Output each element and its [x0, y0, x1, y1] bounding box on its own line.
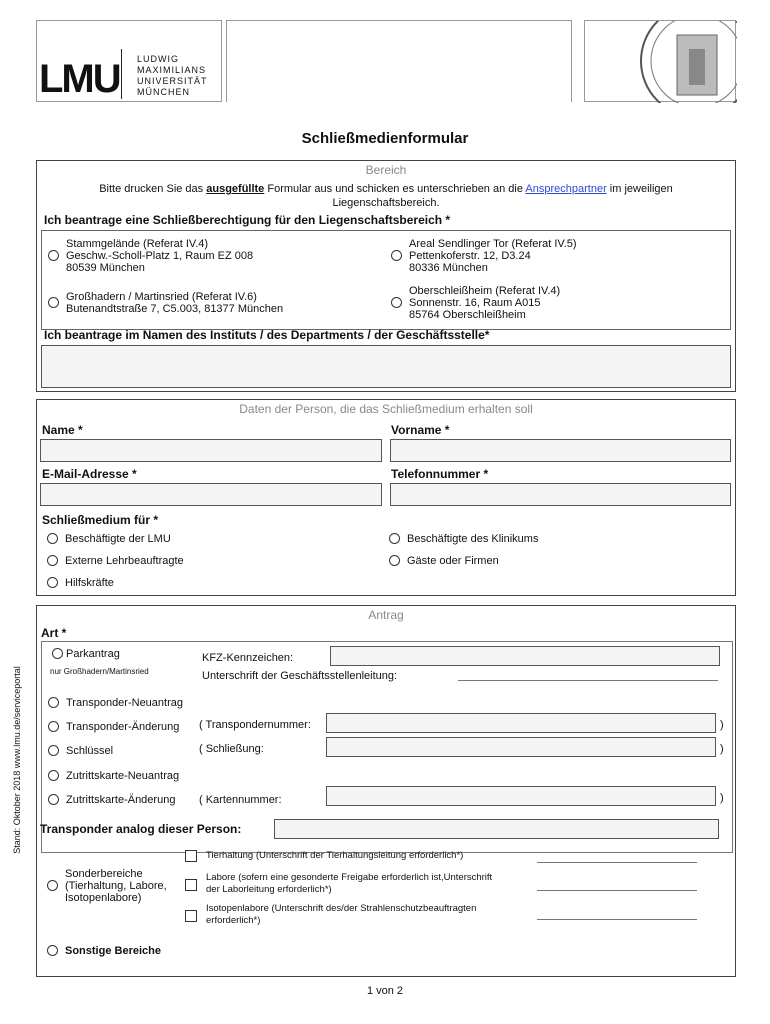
schliessung-label: ( Schließung: [199, 743, 264, 755]
antrag-section [36, 605, 736, 977]
lmu-wordmark: LMU [39, 57, 120, 101]
kartennummer-label: ( Kartennummer: [199, 794, 282, 806]
institute-label: Ich beantrage im Namen des Instituts / des Departments / der Geschäftsstelle* [44, 328, 490, 342]
email-label: E-Mail-Adresse * [42, 467, 137, 481]
analog-label: Transponder analog dieser Person: [40, 822, 242, 836]
check-tierhaltung[interactable] [185, 850, 197, 862]
seal-box [584, 20, 736, 102]
radio-schluessel[interactable] [48, 745, 59, 756]
isotopen-signature-line [537, 919, 697, 920]
option-gaeste-firmen: Gäste oder Firmen [407, 555, 499, 567]
option-beschaeftigte-lmu: Beschäftigte der LMU [65, 533, 171, 545]
bereich-intro: Bitte drucken Sie das ausgefüllte Formular aus und schicken es unterschrieben an die Ansprechpartner im jeweiligen Liegenschaftsbereich. [99, 183, 673, 209]
option-externe-lehrbeauftragte: Externe Lehrbeauftragte [65, 555, 184, 567]
labore-signature-line [537, 890, 697, 891]
option-sendlinger-tor: Areal Sendlinger Tor (Referat IV.5) Pettenkoferstr. 12, D3.24 80336 München [409, 238, 577, 274]
radio-oberschleissheim[interactable] [391, 297, 402, 308]
kfz-label: KFZ-Kennzeichen: [202, 652, 294, 664]
schluessel-label: Schlüssel [66, 745, 114, 757]
radio-grosshadern[interactable] [48, 297, 59, 308]
bereich-question: Ich beantrage eine Schließberechtigung für den Liegenschaftsbereich * [44, 213, 451, 227]
option-stammgelaende: Stammgelände (Referat IV.4) Geschw.-Scholl-Platz 1, Raum EZ 008 80539 München [66, 238, 254, 274]
antrag-heading: Antrag [368, 608, 404, 622]
institute-field[interactable] [41, 345, 731, 388]
radio-gaeste-firmen[interactable] [389, 555, 400, 566]
option-beschaeftigte-klinikum: Beschäftigte des Klinikums [407, 533, 539, 545]
transpondernummer-field[interactable] [326, 713, 716, 733]
paren-close-3: ) [720, 792, 724, 804]
phone-label: Telefonnummer * [391, 467, 489, 481]
transponder-aenderung-label: Transponder-Änderung [66, 721, 180, 733]
analog-field[interactable] [274, 819, 719, 839]
side-note: Stand: Oktober 2018 www.lmu.de/serviceportal [12, 666, 22, 854]
radio-beschaeftigte-klinikum[interactable] [389, 533, 400, 544]
zutritt-neu-label: Zutrittskarte-Neuantrag [66, 770, 180, 782]
paren-close-2: ) [720, 743, 724, 755]
option-grosshadern: Großhadern / Martinsried (Referat IV.6) Butenandtstraße 7, C5.003, 81377 München [66, 291, 284, 315]
vorname-label: Vorname * [391, 423, 450, 437]
tierhaltung-signature-line [537, 862, 697, 863]
radio-stammgelaende[interactable] [48, 250, 59, 261]
medium-label: Schließmedium für * [42, 513, 159, 527]
radio-transponder-neu[interactable] [48, 697, 59, 708]
parkantrag-label: Parkantrag [66, 648, 120, 660]
zutritt-aenderung-label: Zutrittskarte-Änderung [66, 794, 176, 806]
sonderbereiche-label: Sonderbereiche (Tierhaltung, Labore, Isotopenlabore) [65, 868, 167, 904]
radio-externe-lehrbeauftragte[interactable] [47, 555, 58, 566]
kartennummer-field[interactable] [326, 786, 716, 806]
radio-parkantrag[interactable] [52, 648, 63, 659]
radio-hilfskraefte[interactable] [47, 577, 58, 588]
tierhaltung-label: Tierhaltung (Unterschrift der Tierhaltungsleitung erforderlich*) [206, 850, 464, 861]
email-field[interactable] [40, 483, 382, 506]
check-labore[interactable] [185, 879, 197, 891]
page-number: 1 von 2 [366, 985, 404, 997]
parkantrag-note: nur Großhadern/Martinsried [50, 667, 149, 676]
radio-transponder-aenderung[interactable] [48, 721, 59, 732]
option-hilfskraefte: Hilfskräfte [65, 577, 114, 589]
unterschrift-label: Unterschrift der Geschäftsstellenleitung: [202, 670, 398, 682]
sonstige-label: Sonstige Bereiche [65, 945, 161, 957]
radio-beschaeftigte-lmu[interactable] [47, 533, 58, 544]
ansprechpartner-link[interactable]: Ansprechpartner [525, 183, 607, 195]
paren-close-1: ) [720, 719, 724, 731]
university-seal-icon [585, 21, 737, 103]
bereich-heading: Bereich [365, 163, 407, 177]
person-section [36, 399, 736, 596]
radio-zutritt-aenderung[interactable] [48, 794, 59, 805]
radio-zutritt-neu[interactable] [48, 770, 59, 781]
name-field[interactable] [40, 439, 382, 462]
art-label: Art * [41, 626, 67, 640]
unterschrift-line [458, 680, 718, 681]
radio-sonderbereiche[interactable] [47, 880, 58, 891]
vorname-field[interactable] [390, 439, 731, 462]
logo-divider [121, 49, 122, 99]
name-label: Name * [42, 423, 83, 437]
option-oberschleissheim: Oberschleißheim (Referat IV.4) Sonnenstr. 16, Raum A015 85764 Oberschleißheim [409, 285, 561, 321]
schliessung-field[interactable] [326, 737, 716, 757]
check-isotopen[interactable] [185, 910, 197, 922]
phone-field[interactable] [390, 483, 731, 506]
transponder-neu-label: Transponder-Neuantrag [66, 697, 183, 709]
transpondernummer-label: ( Transpondernummer: [199, 719, 311, 731]
page-title: Schließmedienformular [301, 130, 469, 147]
university-name: LUDWIG MAXIMILIANS UNIVERSITÄT MÜNCHEN [137, 54, 208, 97]
kfz-field[interactable] [330, 646, 720, 666]
isotopen-label: Isotopenlabore (Unterschrift des/der Strahlenschutzbeauftragten erforderlich*) [206, 903, 477, 926]
logo-box [36, 20, 222, 102]
header-center-box [226, 20, 572, 102]
bereich-options-box [41, 230, 731, 330]
person-heading: Daten der Person, die das Schließmedium erhalten soll [239, 402, 533, 416]
radio-sonstige[interactable] [47, 945, 58, 956]
bereich-section [36, 160, 736, 392]
labore-label: Labore (sofern eine gesonderte Freigabe erforderlich ist,Unterschrift der Laborleitung erforderlich*) [206, 872, 493, 895]
radio-sendlinger-tor[interactable] [391, 250, 402, 261]
